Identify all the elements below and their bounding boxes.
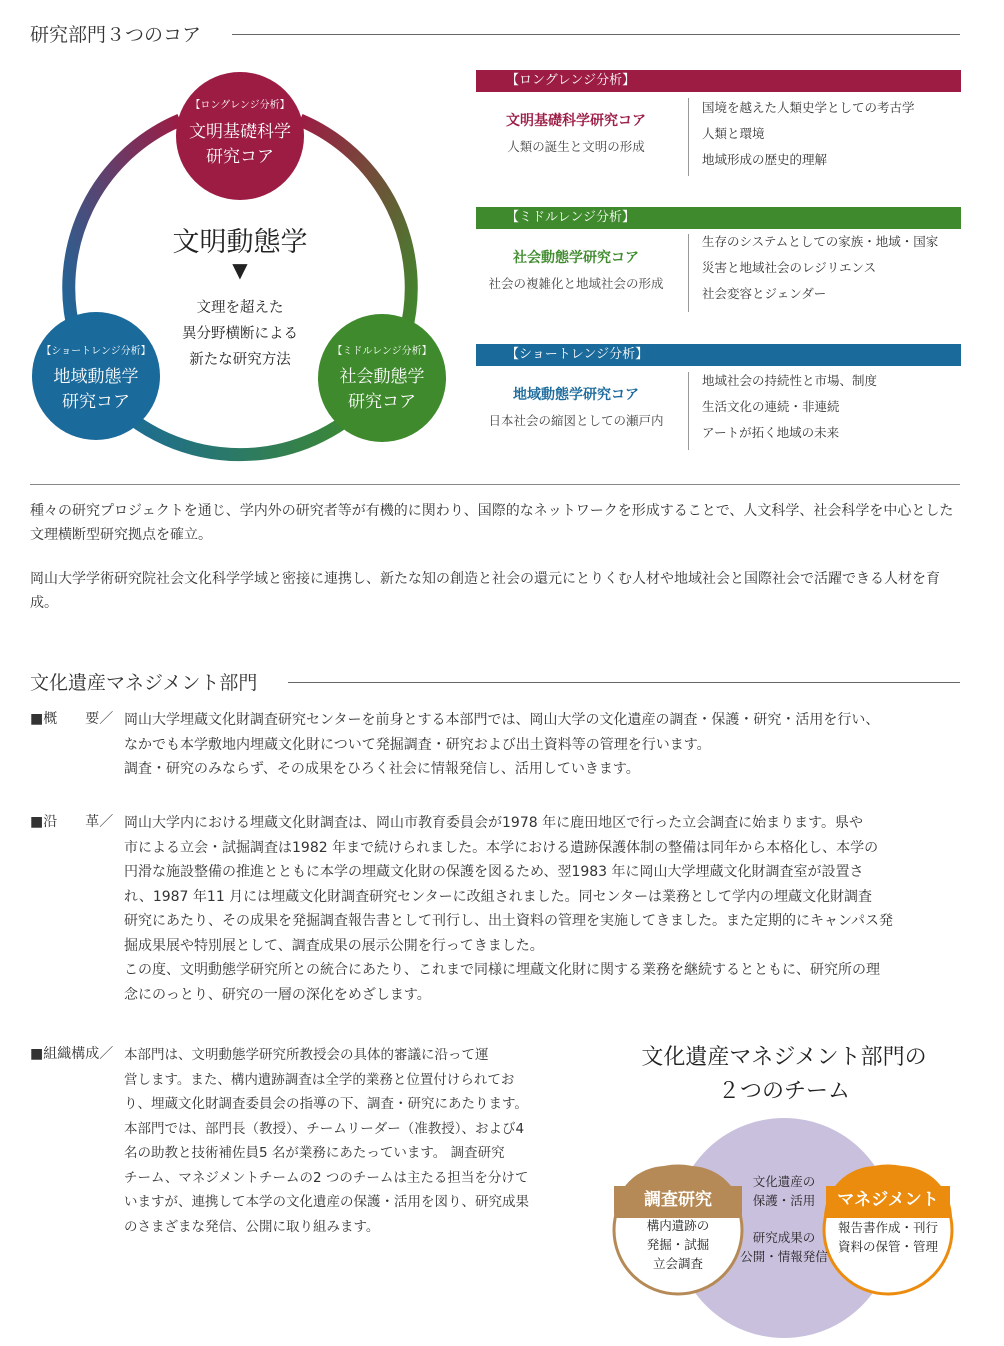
history-line: この度、文明動態学研究所との統合にあたり、これまで同様に埋蔵文化財に関する業務を継続するとともに、研究所の理 [124,962,880,978]
category-divider-short [688,372,689,450]
circle-left-tag: 【ショートレンジ分析】 [41,346,151,357]
team-right-line-1: 報告書作成・刊行 [837,1220,938,1235]
history-line: 念にのっとり、研究の一層の深化をめざします。 [124,986,431,1003]
organization-line: 営します。また、構内遺跡調査は全学的業務と位置付けられてお [124,1071,515,1088]
organization-line: チーム、マネジメントチームの2 つのチームは主たる担当を分けて [124,1169,529,1186]
history-line: 円滑な施設整備の推進とともに本学の埋蔵文化財の保護を図るため、翌1983 年に岡山大学埋蔵文化財調査室が設置さ [124,864,864,880]
category-desc-long: 人類の誕生と文明の形成 [507,139,645,154]
history-text [124,811,964,1007]
history-line: 市による立会・試掘調査は1982 年まで続けられました。本学における遺跡保護体制の整備は同年から本格化し、本学の [124,839,879,856]
category-item: 人類と環境 [702,126,765,141]
category-item: 災害と地域社会のレジリエンス [702,260,877,275]
organization-label: ■組織構成／ [30,1046,114,1062]
category-bar-middle: 【ミドルレンジ分析】 [476,207,961,229]
team-left-name: 調査研究 [644,1190,712,1210]
category-desc-short: 日本社会の縮図としての瀬戸内 [488,413,664,428]
circle-top-line2: 研究コア [206,147,274,167]
category-item: 国境を越えた人類史学としての考古学 [702,100,915,115]
category-divider-long [688,98,689,176]
category-divider-middle [688,234,689,312]
overview-text [124,708,964,782]
center-line-3: 新たな研究方法 [189,352,291,368]
team-left-line-3: 立会調査 [652,1256,703,1271]
circle-left-line1: 地域動態学 [53,367,139,387]
team-left-line-1: 構内遺跡の [646,1218,710,1233]
category-item: アートが拓く地域の未来 [702,425,840,440]
team-center-bottom-2: 公開・情報発信 [740,1249,828,1264]
category-desc-middle: 社会の複雑化と地域社会の形成 [488,276,664,291]
history-label: ■沿 革／ [30,814,114,830]
circle-left-line2: 研究コア [62,392,130,412]
team-right-line-2: 資料の保管・管理 [837,1239,938,1254]
history-line: 岡山大学内における埋蔵文化財調査は、岡山市教育委員会が1978 年に鹿田地区で行った立会調査に始まります。県や [124,815,863,831]
circle-top-tag: 【ロングレンジ分析】 [190,100,290,111]
section1-title: 研究部門３つのコア [30,24,202,46]
history-line: 研究にあたり、その成果を発掘調査報告書として刊行し、出土資料の管理を実施してきました。また定期的にキャンパス発 [124,913,894,929]
category-item: 地域形成の歴史的理解 [702,152,828,167]
category-item: 地域社会の持続性と市場、制度 [702,373,878,388]
overview-line: 調査・研究のみならず、その成果をひろく社会に情報発信し、活用していきます。 [124,761,640,777]
category-item: 生存のシステムとしての家族・地域・国家 [702,234,939,249]
team-center-bottom-1: 研究成果の [752,1230,816,1245]
category-core-short: 地域動態学研究コア [513,387,639,403]
category-items-middle [702,229,938,307]
organization-line: 本部門は、文明動態学研究所教授会の具体的審議に沿って運 [124,1047,489,1063]
category-items-long [702,95,915,173]
team-center-top-1: 文化遺産の [752,1174,816,1189]
organization-text [124,1043,594,1239]
overview-line: なかでも本学敷地内埋蔵文化財について発掘調査・研究および出土資料等の管理を行います。 [124,736,711,753]
organization-line: 名の助教と技術補佐員5 名が業務にあたっています。 調査研究 [124,1145,505,1161]
section1-bottom-rule [30,484,960,485]
organization-line: のさまざまな発信、公開に取り組みます。 [124,1218,380,1235]
circle-right-line2: 研究コア [348,392,416,412]
center-line-1: 文理を超えた [196,300,284,316]
teams-title-1: 文化遺産マネジメント部門の [641,1045,927,1070]
category-core-long: 文明基礎科学研究コア [506,113,646,129]
circle-right-tag: 【ミドルレンジ分析】 [332,346,432,357]
circle-right-line1: 社会動態学 [339,367,425,387]
circle-top-line1: 文明基礎科学 [189,122,291,142]
team-left-line-2: 発掘・試掘 [646,1237,710,1252]
overview-line: 岡山大学埋蔵文化財調査研究センターを前身とする本部門では、岡山大学の文化遺産の調査・保護・研究・活用を行い、 [124,712,880,728]
history-line: れ、1987 年11 月には埋蔵文化財調査研究センターに改組されました。同センターは業務として学内の埋蔵文化財調査 [124,888,873,905]
center-line-2: 異分野横断による [182,326,298,342]
category-item: 社会変容とジェンダー [702,286,827,301]
organization-line: いますが、連携して本学の文化遺産の保護・活用を図り、研究成果 [124,1194,529,1210]
history-line: 掘成果展や特別展として、調査成果の展示公開を行ってきました。 [124,937,544,954]
teams-title-2: ２つのチーム [717,1079,850,1104]
team-center-top-2: 保護・活用 [752,1193,816,1208]
category-bar-long: 【ロングレンジ分析】 [476,70,961,92]
center-arrow: ▼ [232,258,248,282]
category-core-middle: 社会動態学研究コア [513,250,639,266]
organization-line: 本部門では、部門長（教授）、チームリーダー（准教授）、および4 [124,1120,525,1137]
intro-paragraph-1: 種々の研究プロジェクトを通じ、学内外の研究者等が有機的に関わり、国際的なネットワークを形成することで、人文科学、社会科学を中心とした文理横断型研究拠点を確立。 [30,503,954,543]
team-right-name: マネジメント [837,1190,939,1210]
category-item: 生活文化の連続・非連続 [702,399,840,414]
center-title: 文明動態学 [172,227,308,258]
intro-paragraph-2: 岡山大学学術研究院社会文化科学学域と密接に連携し、新たな知の創造と社会の還元にとりくむ人材や地域社会と国際社会で活躍できる人材を育成。 [30,571,940,611]
organization-line: り、埋蔵文化財調査委員会の指導の下、調査・研究にあたります。 [124,1096,528,1112]
overview-label: ■概 要／ [30,711,114,727]
category-bar-short: 【ショートレンジ分析】 [476,344,961,366]
section2-rule [288,682,960,683]
section2-title: 文化遺産マネジメント部門 [30,672,258,694]
category-items-short [702,368,877,446]
